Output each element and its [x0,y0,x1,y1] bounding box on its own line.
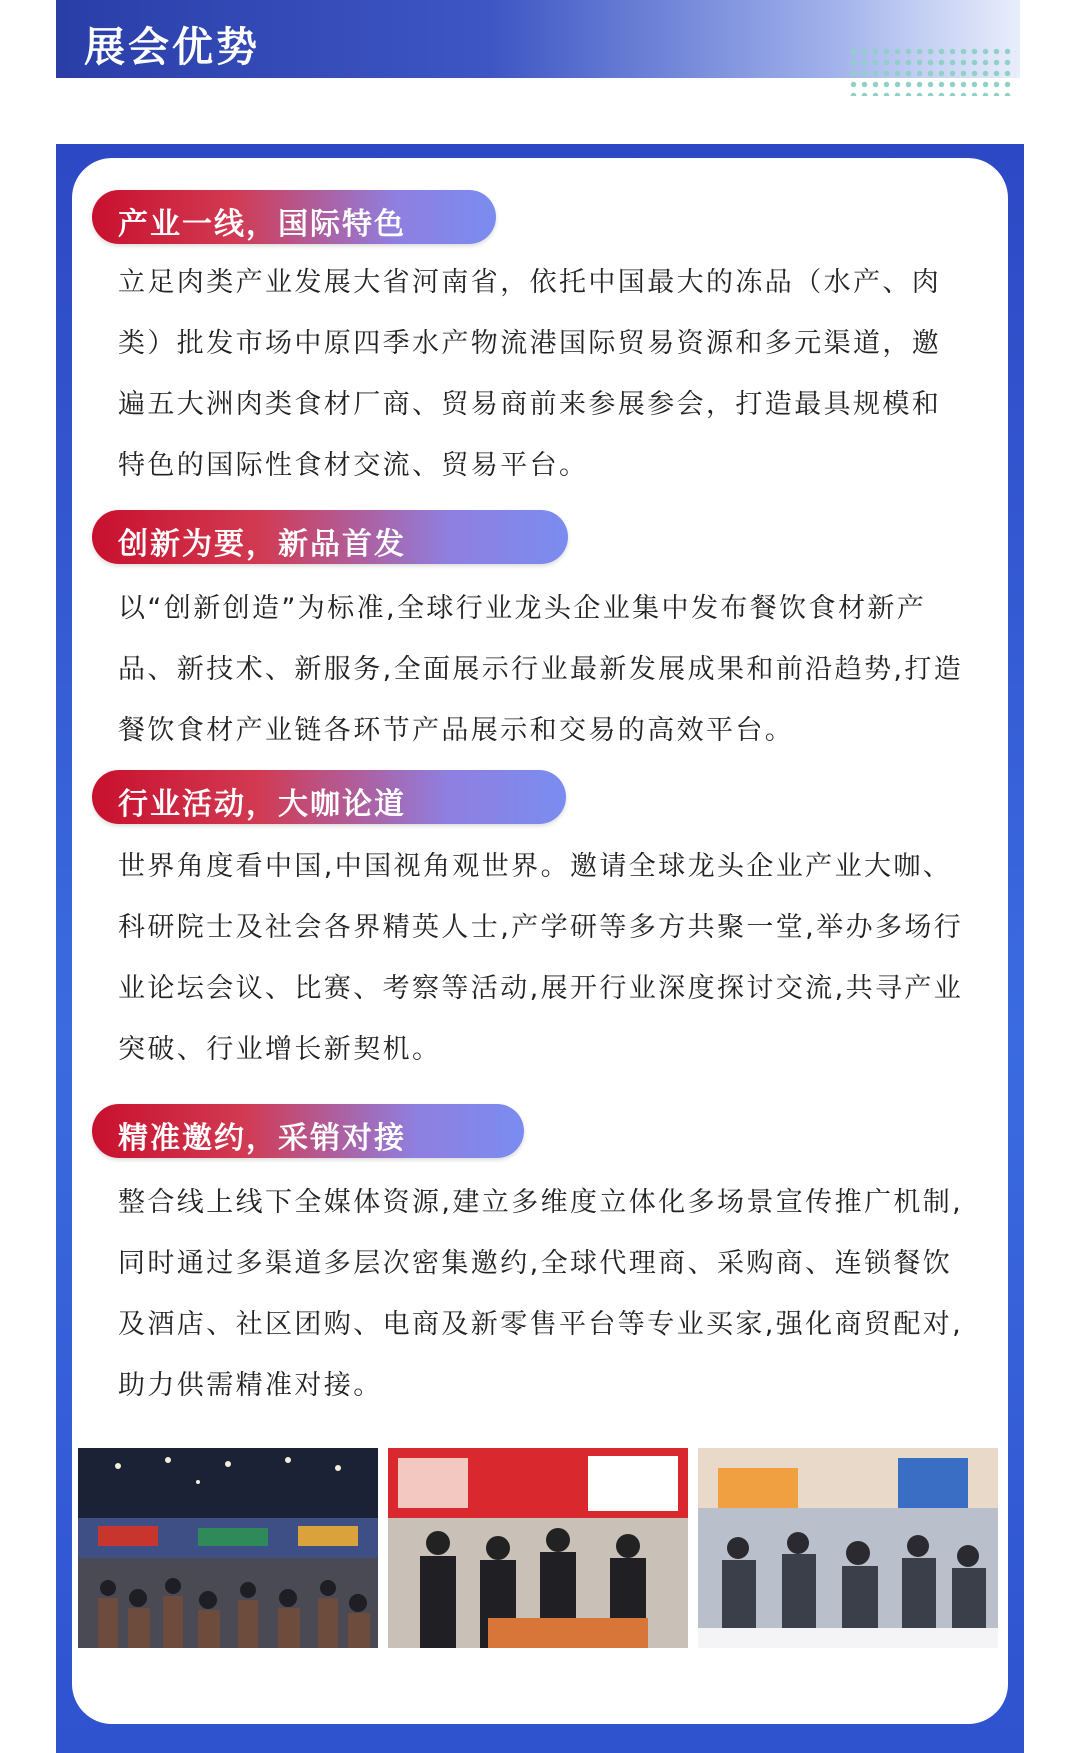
exhibition-hall-photo [78,1448,378,1648]
section-title: 行业活动，大咖论道 [118,787,406,822]
section-title-badge [92,1104,524,1158]
section-title: 精准邀约，采销对接 [118,1121,406,1156]
section-description: 立足肉类产业发展大省河南省，依托中国最大的冻品（水产、肉类）批发市场中原四季水产物流港国际贸易资源和多元渠道，邀遍五大洲肉类食材厂商、贸易商前来参展参会，打造最具规模和特色的国际性食材交流、贸易平台。 [118,267,942,481]
section-description: 世界角度看中国,中国视角观世界。邀请全球龙头企业产业大咖、科研院士及社会各界精英人士,产学研等多方共聚一堂,举办多场行业论坛会议、比赛、考察等活动,展开行业深度探讨交流,共寻产业突破、行业增长新契机。 [118,851,964,1065]
page-title: 展会优势 [84,23,260,71]
section-title-badge [92,770,566,824]
section-title: 创新为要，新品首发 [118,527,406,562]
section-title-badge [92,190,496,244]
section-description: 整合线上线下全媒体资源,建立多维度立体化多场景宣传推广机制,同时通过多渠道多层次密集邀约,全球代理商、采购商、连锁餐饮及酒店、社区团购、电商及新零售平台等专业买家,强化商贸配对,助力供需精准对接。 [118,1187,964,1401]
decorative-dot-pattern [848,46,1016,96]
section-description: 以“创新创造”为标准,全球行业龙头企业集中发布餐饮食材新产品、新技术、新服务,全面展示行业最新发展成果和前沿趋势,打造餐饮食材产业链各环节产品展示和交易的高效平台。 [118,593,964,746]
section-title-badge [92,510,568,564]
buyers-meeting-photo [698,1448,998,1648]
section-title: 产业一线，国际特色 [118,207,406,242]
booth-crowd-photo [388,1448,688,1648]
